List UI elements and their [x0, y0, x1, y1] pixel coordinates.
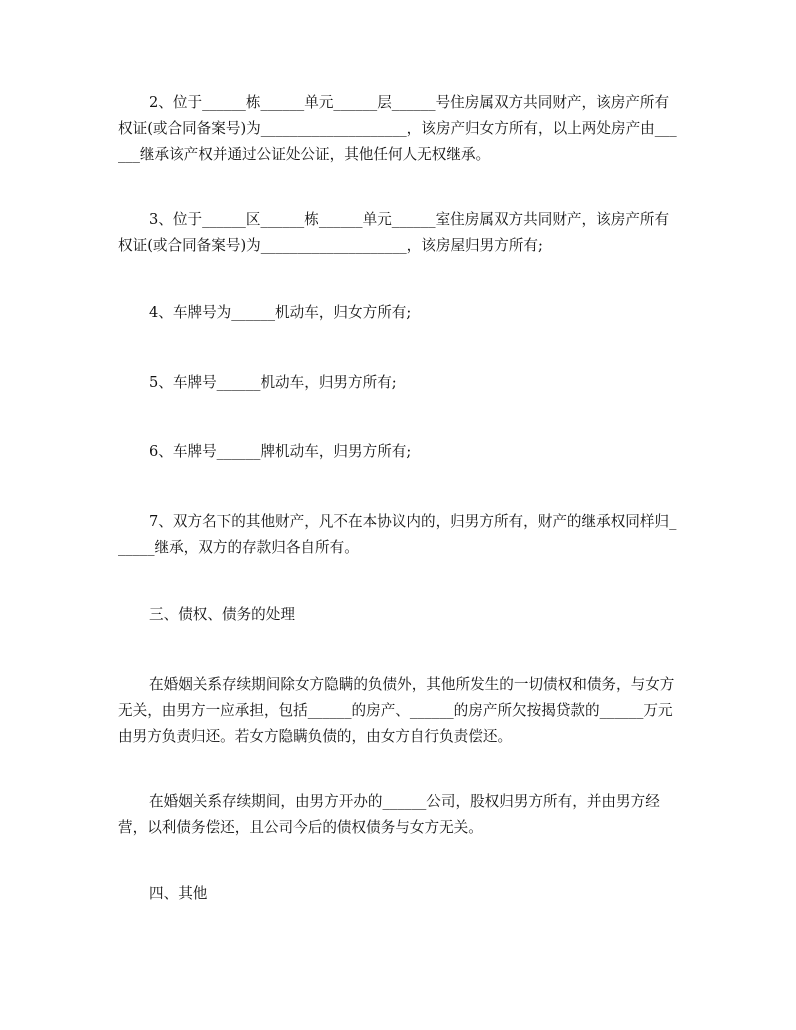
section-4-heading: 四、其他	[149, 885, 208, 902]
clause-4-paragraph: 4、车牌号为______机动车，归女方所有;	[149, 304, 412, 321]
clause-6-paragraph: 6、车牌号______牌机动车，归男方所有;	[149, 443, 412, 460]
company-paragraph: 在婚姻关系存续期间，由男方开办的______公司，股权归男方所有，并由男方经营，以利债务偿还，且公司今后的债权债务与女方无关。	[118, 793, 660, 836]
clause-5-paragraph: 5、车牌号______机动车，归男方所有;	[149, 374, 397, 391]
clause-2-paragraph: 2、位于______栋______单元______层______号住房属双方共同财产，该房产所有权证(或合同备案号)为____________________，该房产归女方所有，以上两处房产由______继承该产权并通过公证处公证，其他任何人无权继承。	[118, 94, 677, 163]
debt-paragraph: 在婚姻关系存续期间除女方隐瞒的负债外，其他所发生的一切债权和债务，与女方无关，由男方一应承担，包括______的房产、______的房产所欠按揭贷款的______万元由男方负责归还。若女方隐瞒负债的，由女方自行负责偿还。	[118, 676, 675, 745]
section-3-heading: 三、债权、债务的处理	[149, 606, 295, 623]
clause-7-paragraph: 7、双方名下的其他财产，凡不在本协议内的，归男方所有，财产的继承权同样归______继承，双方的存款归各自所有。	[118, 513, 677, 556]
clause-3-paragraph: 3、位于______区______栋______单元______室住房属双方共同财产，该房产所有权证(或合同备案号)为____________________，该房屋归男方所有;	[118, 211, 670, 254]
